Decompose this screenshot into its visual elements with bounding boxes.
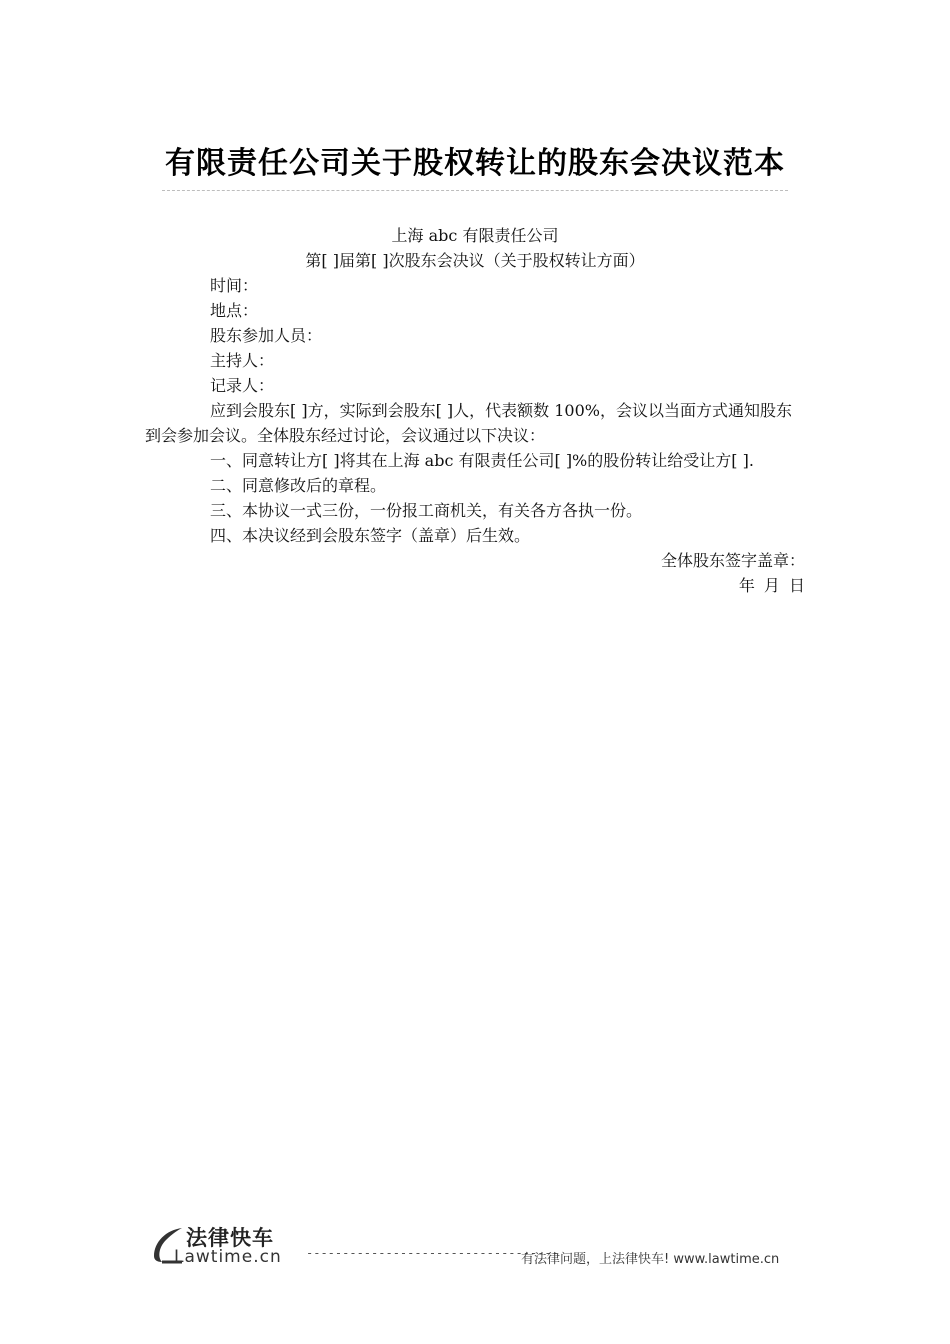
resolution-item: 一、同意转让方[ ]将其在上海 abc 有限责任公司[ ]%的股份转让给受让方[ ]. (210, 451, 754, 470)
resolution-item: 二、同意修改后的章程。 (210, 476, 387, 495)
resolution-item: 四、本决议经到会股东签字（盖章）后生效。 (210, 526, 531, 545)
title-divider (162, 190, 788, 191)
field-host: 主持人： (210, 351, 275, 370)
meeting-heading: 第[ ]届第[ ]次股东会决议（关于股权转让方面） (305, 251, 645, 270)
document-title: 有限责任公司关于股权转让的股东会决议范本 (165, 146, 785, 181)
body-paragraph-line-2: 到会参加会议。全体股东经过讨论，会议通过以下决议： (145, 426, 546, 445)
logo-chinese-text: 法律快车 (186, 1226, 274, 1250)
page-footer (148, 1222, 808, 1272)
resolution-item: 三、本协议一式三份，一份报工商机关，有关各方各执一份。 (210, 501, 643, 520)
field-place: 地点： (210, 301, 259, 320)
company-name: 上海 abc 有限责任公司 (391, 226, 559, 245)
footer-slogan: 有法律问题，上法律快车! www.lawtime.cn (521, 1252, 780, 1267)
field-time: 时间： (210, 276, 259, 295)
field-attendees: 股东参加人员： (210, 326, 323, 345)
signature-label: 全体股东签字盖章： (660, 551, 805, 570)
footer-dashes: ----------------------------------- (306, 1246, 559, 1260)
field-recorder: 记录人： (210, 376, 275, 395)
date-line: 年 月 日 (738, 576, 805, 595)
logo-english-text: Lawtime.cn (174, 1247, 282, 1267)
body-paragraph-line-1: 应到会股东[ ]方，实际到会股东[ ]人，代表额数 100%，会议以当面方式通知股东 (210, 401, 792, 420)
